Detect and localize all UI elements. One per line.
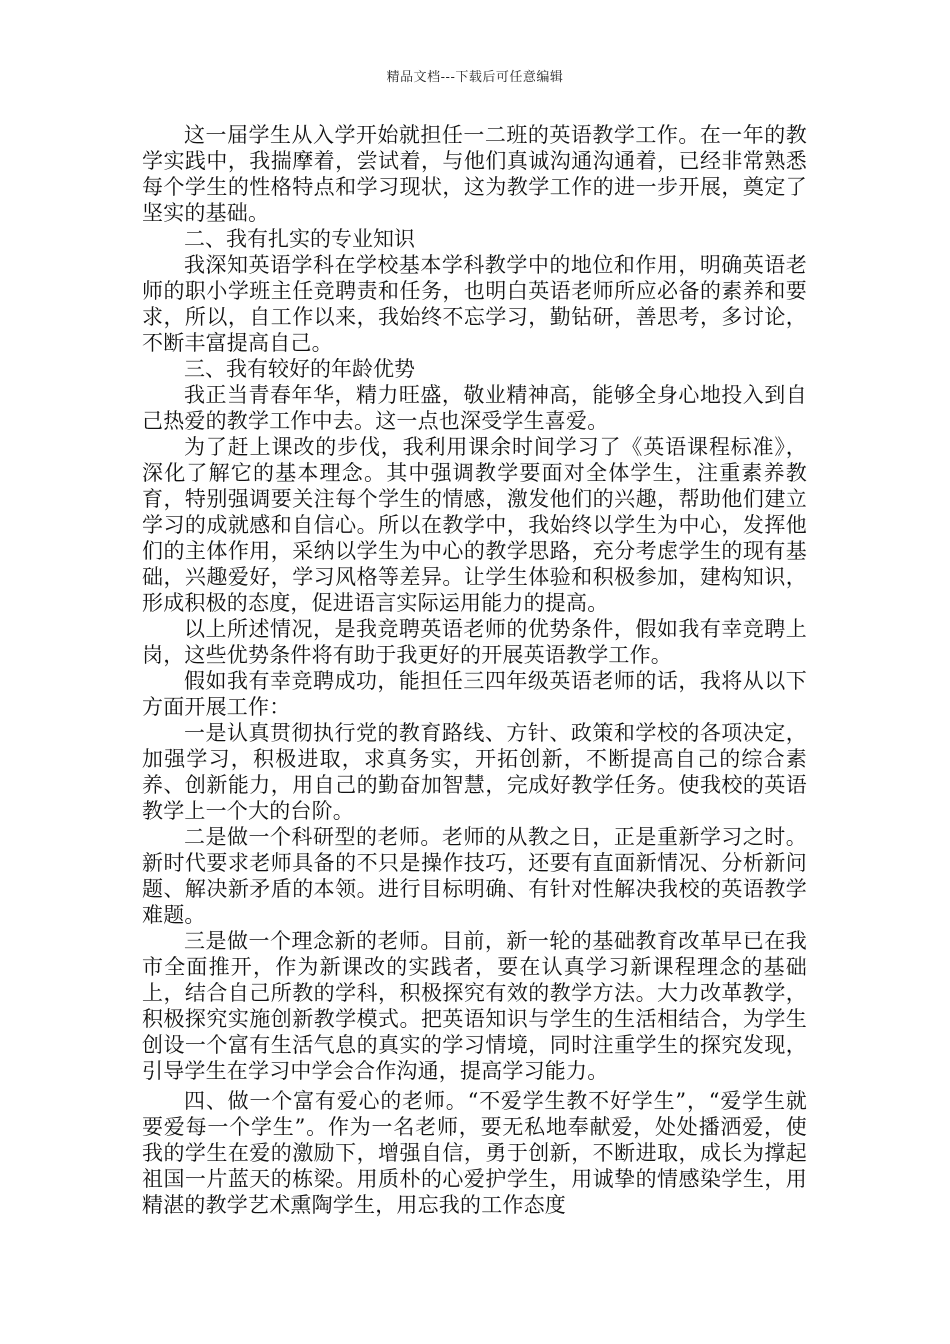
paragraph-professional-knowledge: 我深知英语学科在学校基本学科教学中的地位和作用，明确英语老师的职小学班主任竞聘责和任务，也明白英语老师所应必备的素养和要求，所以，自工作以来，我始终不忘学习，勤钻研，善思考，多讨论，不断丰富提高自己。 (142, 253, 807, 355)
section-heading-2: 二、我有扎实的专业知识 (184, 227, 415, 251)
paragraph-curriculum-reform: 为了赶上课改的步伐，我利用课余时间学习了《英语课程标准》，深化了解它的基本理念。其中强调教学要面对全体学生，注重素养教育，特别强调要关注每个学生的情感，激发他们的兴趣，帮助他们建立学习的成就感和自信心。所以在教学中，我始终以学生为中心，发挥他们的主体作用，采纳以学生为中心的教学思路，充分考虑学生的现有基础，兴趣爱好，学习风格等差异。让学生体验和积极参加，建构知识，形成积极的态度，促进语言实际运用能力的提高。 (142, 435, 807, 615)
paragraph-work-plan-intro: 假如我有幸竞聘成功，能担任三四年级英语老师的话，我将从以下方面开展工作： (142, 669, 807, 719)
paragraph-age-advantage: 我正当青春年华，精力旺盛，敬业精神高，能够全身心地投入到自己热爱的教学工作中去。这一点也深受学生喜爱。 (142, 383, 807, 433)
section-heading-3: 三、我有较好的年龄优势 (184, 357, 415, 381)
document-body (142, 122, 807, 1218)
paragraph-summary: 以上所述情况，是我竞聘英语老师的优势条件，假如我有幸竞聘上岗，这些优势条件将有助于我更好的开展英语教学工作。 (142, 617, 807, 667)
paragraph-plan-3: 三是做一个理念新的老师。目前，新一轮的基础教育改革早已在我市全面推开，作为新课改的实践者，要在认真学习新课程理念的基础上，结合自己所教的学科，积极探究有效的教学方法。大力改革教学，积极探究实施创新教学模式。把英语知识与学生的生活相结合，为学生创设一个富有生活气息的真实的学习情境，同时注重学生的探究发现，引导学生在学习中学会合作沟通，提高学习能力。 (142, 929, 807, 1083)
paragraph-plan-4: 四、做一个富有爱心的老师。“不爱学生教不好学生”，“爱学生就要爱每一个学生”。作为一名老师，要无私地奉献爱，处处播洒爱，使我的学生在爱的激励下，增强自信，勇于创新，不断进取，成长为撑起祖国一片蓝天的栋梁。用质朴的心爱护学生，用诚挚的情感染学生，用精湛的教学艺术熏陶学生，用忘我的工作态度 (142, 1089, 807, 1217)
paragraph-intro: 这一届学生从入学开始就担任一二班的英语教学工作。在一年的教学实践中，我揣摩着，尝试着，与他们真诚沟通沟通着，已经非常熟悉每个学生的性格特点和学习现状，这为教学工作的进一步开展，奠定了坚实的基础。 (142, 123, 807, 225)
paragraph-plan-2: 二是做一个科研型的老师。老师的从教之日，正是重新学习之时。新时代要求老师具备的不只是操作技巧，还要有直面新情况、分析新问题、解决新矛盾的本领。进行目标明确、有针对性解决我校的英语教学难题。 (142, 825, 807, 927)
paragraph-plan-1: 一是认真贯彻执行党的教育路线、方针、政策和学校的各项决定，加强学习，积极进取，求真务实，开拓创新，不断提高自己的综合素养、创新能力，用自己的勤奋加智慧，完成好教学任务。使我校的英语教学上一个大的台阶。 (142, 721, 807, 823)
page-header: 精品文档---下载后可任意编辑 (386, 70, 564, 85)
